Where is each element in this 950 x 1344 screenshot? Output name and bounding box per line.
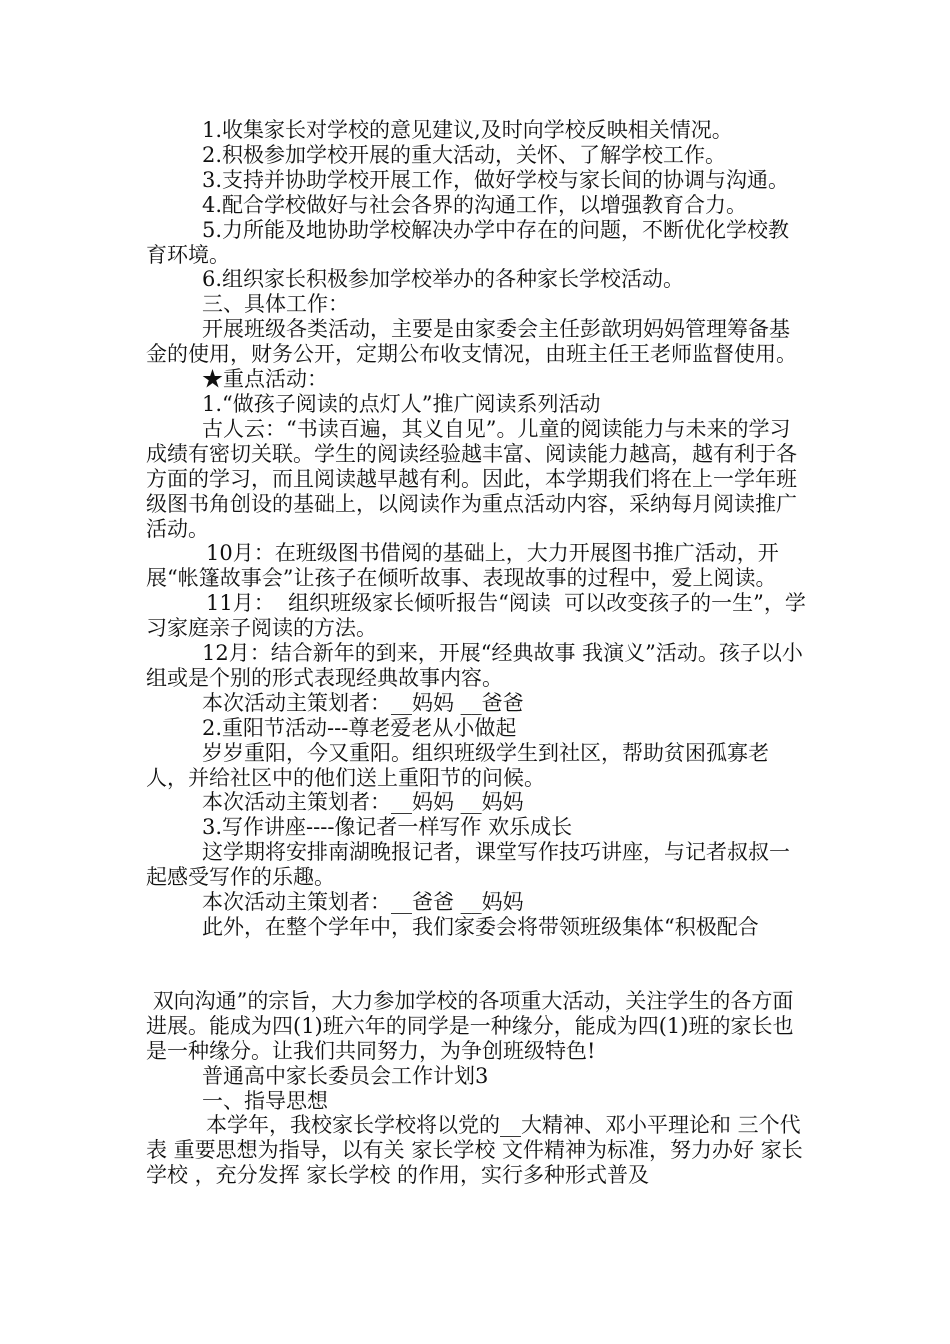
paragraph: 古人云：“书读百遍，其义自见”。儿童的阅读能力与未来的学习成绩有密切关联。学生的阅读经验越丰富、阅读能力越高，越有利于各方面的学习，而且阅读越早越有利。因此，本学期我们将在上一学年班级图书角创设的基础上，以阅读作为重点活动内容，采纳每月阅读推广活动。 [146, 416, 797, 541]
paragraph: 3.写作讲座----像记者一样写作 欢乐成长 [202, 815, 573, 840]
paragraph: 1.“做孩子阅读的点灯人”推广阅读系列活动 [202, 391, 601, 416]
paragraph: 6.组织家长积极参加学校举办的各种家长学校活动。 [202, 267, 685, 292]
paragraph: 一、指导思想 [202, 1088, 328, 1113]
paragraph: ★重点活动： [202, 367, 328, 392]
paragraph: 3.支持并协助学校开展工作，做好学校与家长间的协调与沟通。 [202, 167, 790, 192]
paragraph: 4.配合学校做好与社会各界的沟通工作，以增强教育合力。 [202, 192, 748, 217]
paragraph: 11月： 组织班级家长倾听报告“阅读 可以改变孩子的一生”，学习家庭亲子阅读的方法。 [146, 591, 806, 641]
paragraph: 本次活动主策划者：__妈妈 __爸爸 [202, 690, 524, 715]
paragraph: 岁岁重阳，今又重阳。组织班级学生到社区，帮助贫困孤寡老人，并给社区中的他们送上重阳节的问候。 [146, 740, 769, 790]
paragraph: 2.重阳节活动---尊老爱老从小做起 [202, 715, 517, 740]
paragraph: 5.力所能及地协助学校解决办学中存在的问题，不断优化学校教育环境。 [146, 217, 790, 267]
paragraph: 本次活动主策划者：__爸爸 __妈妈 [202, 890, 524, 915]
paragraph: 本学年，我校家长学校将以党的__大精神、邓小平理论和 三个代表 重要思想为指导，以有关 家长学校 文件精神为标准，努力办好 家长学校 ，充分发挥 家长学校 的作用，实行多种形式普及 [146, 1113, 803, 1188]
paragraph: 普通高中家长委员会工作计划3 [202, 1063, 489, 1088]
paragraph: 双向沟通”的宗旨，大力参加学校的各项重大活动，关注学生的各方面进展。能成为四(1)班六年的同学是一种缘分，能成为四(1)班的家长也是一种缘分。让我们共同努力，为争创班级特色! [146, 988, 794, 1063]
paragraph: 三、具体工作： [202, 292, 349, 317]
document-body [146, 118, 810, 1188]
paragraph: 2.积极参加学校开展的重大活动，关怀、了解学校工作。 [202, 142, 727, 167]
paragraph-gap [146, 940, 810, 989]
paragraph: 12月：结合新年的到来，开展“经典故事 我演义”活动。孩子以小组或是个别的形式表现经典故事内容。 [146, 641, 803, 690]
paragraph: 这学期将安排南湖晚报记者，课堂写作技巧讲座，与记者叔叔一起感受写作的乐趣。 [146, 840, 790, 890]
paragraph: 1.收集家长对学校的意见建议,及时向学校反映相关情况。 [202, 118, 733, 142]
paragraph: 开展班级各类活动，主要是由家委会主任彭歆玥妈妈管理筹备基金的使用，财务公开，定期公布收支情况，由班主任王老师监督使用。 [146, 317, 797, 367]
paragraph: 10月：在班级图书借阅的基础上，大力开展图书推广活动，开展“帐篷故事会”让孩子在倾听故事、表现故事的过程中，爱上阅读。 [146, 541, 779, 591]
paragraph: 本次活动主策划者：__妈妈 __妈妈 [202, 790, 524, 815]
paragraph: 此外，在整个学年中，我们家委会将带领班级集体“积极配合 [202, 915, 759, 939]
